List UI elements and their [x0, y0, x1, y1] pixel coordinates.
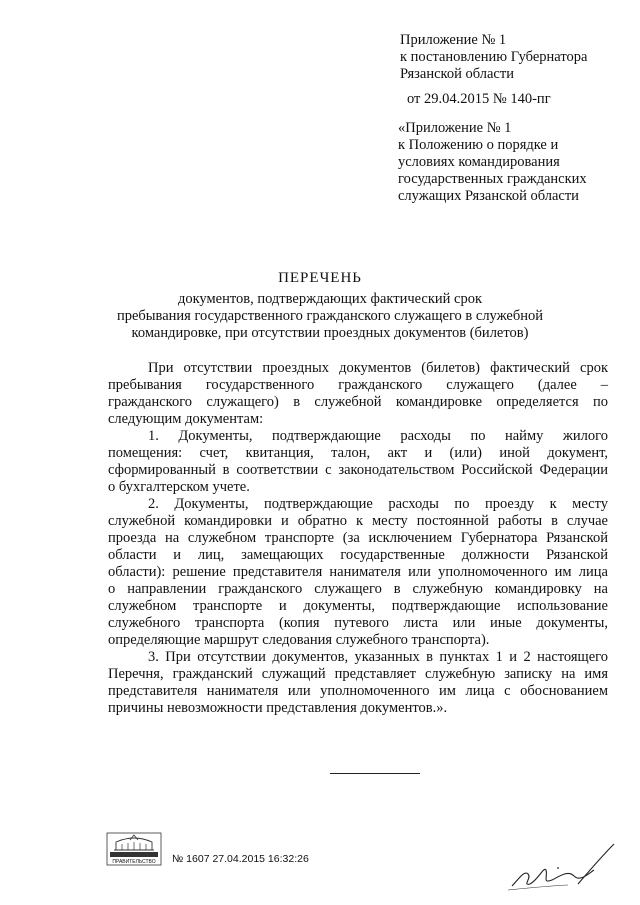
regulation-appendix-header [398, 120, 628, 205]
text-line: гражданского служащего) в служебной командировке определяется по [108, 394, 608, 410]
text-line: области и лиц, замещающих государственные должности Рязанской [108, 547, 608, 563]
text-line: При отсутствии проездных документов (билетов) фактический срок [148, 360, 608, 376]
text-line: помещения: счет, квитанция, талон, акт и (или) иной документ, [108, 445, 608, 461]
item-1-paragraph [108, 428, 608, 496]
registration-stamp: № 1607 27.04.2015 16:32:26 [172, 853, 309, 865]
regulation-line: к Положению о порядке и [398, 137, 559, 153]
text-line: определяющие маршрут следования служебного транспорта). [108, 632, 490, 648]
text-line: следующим документам: [108, 411, 264, 427]
appendix-header [400, 32, 630, 108]
text-line: 3. При отсутствии документов, указанных в пунктах 1 и 2 настоящего [148, 649, 608, 665]
appendix-line: Рязанской области [400, 66, 514, 82]
item-2-paragraph [108, 496, 608, 649]
appendix-line: к постановлению Губернатора [400, 49, 588, 65]
text-line: о направлении гражданского служащего в служебную командировку на [108, 581, 608, 597]
document-subtitle [60, 291, 600, 342]
text-line: проезда на служебном транспорте (за исключением Губернатора Рязанской [108, 530, 608, 546]
text-line: служебного транспорта (копия путевого листа или иные документы, [108, 615, 608, 631]
text-line: служебной командировки и обратно к месту постоянной работы в случае [108, 513, 608, 529]
text-line: представителя нанимателя или уполномоченного им лица с обоснованием [108, 683, 608, 699]
document-body [108, 360, 608, 717]
intro-paragraph [108, 360, 608, 428]
item-3-paragraph [108, 649, 608, 717]
document-title: ПЕРЕЧЕНЬ [278, 270, 362, 286]
closing-separator-line [330, 773, 420, 774]
government-seal-icon [104, 832, 164, 866]
regulation-line: служащих Рязанской области [398, 188, 579, 204]
text-line: служебном транспорте и документы, подтверждающие использование [108, 598, 608, 614]
text-line: области): решение представителя нанимателя или уполномоченного им лица [108, 564, 608, 580]
regulation-line: условиях командирования [398, 154, 560, 170]
text-line: 2. Документы, подтверждающие расходы по проезду к месту [148, 496, 608, 512]
appendix-line: Приложение № 1 [400, 32, 507, 48]
regulation-line: «Приложение № 1 [398, 120, 512, 136]
text-line: 1. Документы, подтверждающие расходы по найму жилого [148, 428, 608, 444]
text-line: пребывания государственного гражданского служащего (далее – [108, 377, 608, 393]
text-line: сформированный в соответствии с законодательством Российской Федерации [108, 462, 608, 478]
subtitle-line: командировке, при отсутствии проездных документов (билетов) [131, 325, 529, 341]
text-line: о бухгалтерском учете. [108, 479, 250, 495]
subtitle-line: пребывания государственного гражданского служащего в служебной [116, 308, 544, 324]
text-line: причины невозможности представления документов.». [108, 700, 448, 716]
text-line: Перечня, гражданский служащий представляет служебную записку на имя [108, 666, 608, 682]
svg-text:ПРАВИТЕЛЬСТВО: ПРАВИТЕЛЬСТВО [112, 859, 156, 865]
subtitle-line: документов, подтверждающих фактический срок [177, 291, 483, 307]
decree-date-number: от 29.04.2015 № 140-пг [407, 91, 551, 107]
signature-icon [508, 840, 618, 895]
regulation-line: государственных гражданских [398, 171, 587, 187]
